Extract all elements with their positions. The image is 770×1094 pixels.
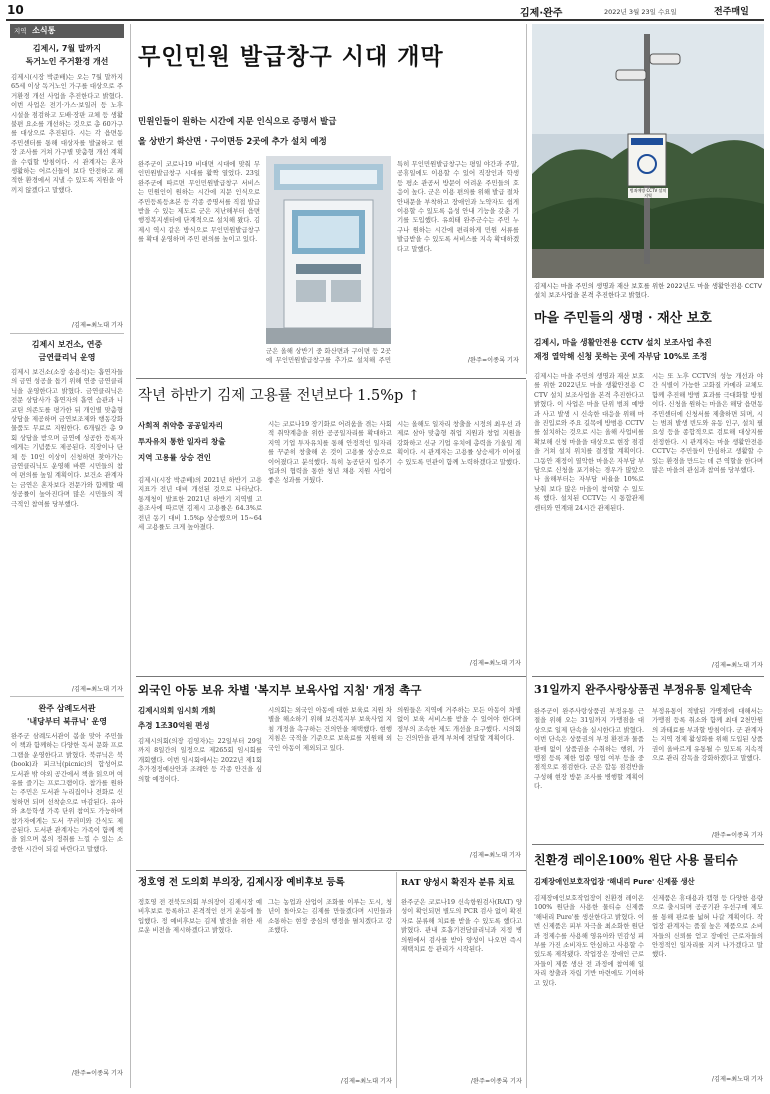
employment-col2: 시는 코로나19 장기화로 어려움을 겪는 사회적 취약계층을 위한 공공일자리를 확대하고 지역 기업 투자유치를 통해 안정적인 일자리를 꾸준히 창출해 온 것이 고용률 상승으로 이어졌다고 분석했다. 특히 농공단지 입주기업과의 협력을 통한 청년 채용 지원 사업이 좋은 성과를 거뒀다. bbox=[268, 420, 392, 485]
sidebar-label-region: 지역 bbox=[14, 27, 27, 35]
lead-byline: /완주=이종록 기자 bbox=[467, 357, 519, 364]
sidebar-divider-2 bbox=[10, 696, 124, 697]
cctv-col1: 김제시는 마을 주민의 생명과 재산 보호를 위한 2022년도 마을 생활안전용 CCTV 설치 보조사업을 본격 추진한다고 밝혔다. 이 사업은 마을 단위 범죄 예방과 사고 발생 시 신속한 대응을 위해 마을 진입로와 주요 길목에 방범용 CCTV를 설치하는 것으로 시는 올해 사업비를 확보해 신청 마을을 대상으로 현장 점검을 거쳐 설치 위치를 결정할 계획이다. 그동안 재정이 열악한 마을은 자부담 부담으로 신청을 포기하는 경우가 많았으나 올해부터는 자부담 비율을 10%로 낮춰 보다 많은 마을이 참여할 수 있도록 했다. 설치된 CCTV는 시 통합관제센터와 연계돼 24시간 관제된다. bbox=[534, 372, 644, 512]
sidebar-story1-title-line1: 김제시, 7월 말까지 bbox=[32, 44, 102, 53]
cctv-byline: /김제=최노대 기자 bbox=[711, 662, 763, 669]
sidebar-story1-title bbox=[10, 42, 124, 68]
sidebar-story3-byline: /완주=이종록 기자 bbox=[71, 1070, 123, 1077]
employment-sub-line1: 사회적 취약층 공공일자리 bbox=[138, 421, 223, 430]
sidebar-story2-title-line1: 김제시 보건소, 연중 bbox=[31, 340, 103, 349]
lead-cctv-rule bbox=[526, 24, 527, 374]
voucher-top-rule bbox=[532, 676, 764, 677]
jeong-headline: 정호영 전 도의회 부의장, 김제시장 예비후보 등록 bbox=[138, 877, 345, 888]
voucher-byline: /완주=이종록 기자 bbox=[711, 832, 763, 839]
sidebar-story2-byline: /김제=최노대 기자 bbox=[71, 686, 123, 693]
lead-deck bbox=[138, 112, 518, 152]
cctv-subheads bbox=[534, 336, 764, 364]
rat-body: 완주군은 코로나19 신속항원검사(RAT) 양성이 확인되면 별도의 PCR 검사 없이 확진자로 분류해 치료를 받을 수 있도록 했다고 밝혔다. 관내 호흡기전담클리닉과 지정 병의원에서 검사를 받아 양성이 나오면 즉시 재택치료 등 관리가 시작된다. bbox=[401, 898, 522, 954]
rat-byline: /완주=이종록 기자 bbox=[470, 1078, 522, 1085]
sidebar-story3-title bbox=[10, 702, 124, 728]
employment-col3: 시는 올해도 일자리 창출을 시정의 최우선 과제로 삼아 맞춤형 취업 지원과 창업 지원을 강화하고 신규 기업 유치에 총력을 기울일 계획이다. 시 관계자는 고용률 상승세가 이어질 수 있도록 민관이 함께 노력하겠다고 말했다. bbox=[397, 420, 521, 466]
lead-col1: 완주군이 코로나19 비대면 시대에 맞춰 무인민원발급창구 시대를 활짝 열었다. 23일 완주군에 따르면 무인민원발급창구 서비스는 민원인이 원하는 시간에 지문 인식으로 주민등록등초본 등 각종 증명서를 직접 발급받을 수 있는 제도로 군은 지난해부터 읍면 행정복지센터에 단계적으로 설치해 왔다. 김제시 역시 같은 방식으로 무인민원발급창구를 확대 운영하며 주민 편의를 높이고 있다. bbox=[138, 160, 260, 244]
cctv-photo-caption: 김제시는 마을 주민의 생명과 재산 보호를 위한 2022년도 마을 생활안전용 CCTV 설치 보조사업을 본격 추진한다고 밝혔다. bbox=[534, 282, 762, 300]
sidebar-divider-1 bbox=[10, 333, 124, 334]
jeong-col2: 그는 농업과 산업이 조화를 이루는 도시, 청년이 돌아오는 김제를 만들겠다며 시민들과 소통하는 현장 중심의 행정을 펼치겠다고 강조했다. bbox=[268, 898, 392, 935]
lead-deck-line2: 올 상반기 화산면 · 구이면등 2곳에 추가 설치 예정 bbox=[138, 137, 327, 147]
employment-sub-line3: 지역 고용률 상승 견인 bbox=[138, 453, 212, 462]
section-title: 김제·완주 bbox=[520, 8, 563, 19]
rat-headline: RAT 양성시 확진자 분류 치료 bbox=[401, 878, 515, 888]
lead-headline: 무인민원 발급창구 시대 개막 bbox=[138, 43, 444, 70]
sidebar-label-news: 소식통 bbox=[32, 26, 56, 35]
paper-name: 전주매일 bbox=[714, 7, 749, 17]
foreign-sub-line2: 추경 1조30억원 편성 bbox=[138, 721, 210, 730]
employment-byline: /김제=최노대 기자 bbox=[469, 660, 521, 667]
voucher-headline: 31일까지 완주사랑상품권 부정유통 일제단속 bbox=[534, 683, 753, 696]
jeong-col1: 정호영 전 전북도의회 부의장이 김제시장 예비후보로 등록하고 본격적인 선거 운동에 돌입했다. 정 예비후보는 김제 발전을 위한 새로운 비전을 제시하겠다고 밝혔다. bbox=[138, 898, 262, 935]
eco-top-rule bbox=[532, 844, 764, 845]
cctv-sign-text: 범죄예방 CCTV 설치지역 bbox=[629, 188, 667, 198]
sidebar-story3-title-line1: 완주 삼례도서관 bbox=[38, 704, 96, 713]
sidebar-story1-title-line2: 독거노인 주거환경 개선 bbox=[25, 57, 109, 66]
cctv-col2: 시는 또 노후 CCTV의 성능 개선과 야간 식별이 가능한 고화질 카메라 교체도 함께 추진해 방범 효과를 극대화할 방침이다. 신청을 원하는 마을은 해당 읍면동 주민센터에 신청서를 제출하면 되며, 시는 범죄 발생 빈도와 유동 인구, 설치 필요성 등을 종합적으로 검토해 대상지를 선정한다. 시 관계자는 마을 생활안전용 CCTV는 주민들이 안심하고 생활할 수 있는 환경을 만드는 데 큰 역할을 한다며 많은 마을의 관심과 참여를 당부했다. bbox=[652, 372, 763, 475]
voucher-col1: 완주군이 완주사랑상품권 부정유통 근절을 위해 오는 31일까지 가맹점을 대상으로 일제 단속을 실시한다고 밝혔다. 이번 단속은 상품권의 부정 환전과 물품 판매 없이 상품권을 수취하는 행위, 가맹점 등록 제한 업종 영업 여부 등을 중점적으로 점검한다. 군은 합동 점검반을 구성해 현장 방문 조사를 병행할 계획이다. bbox=[534, 707, 644, 791]
foreign-col1: 김제시의회(의장 김영자)는 22일부터 29일까지 8일간의 일정으로 제265회 임시회를 개회했다. 이번 임시회에서는 2022년 제1회 추가경정예산안과 조례안 등 각종 안건을 심의할 예정이다. bbox=[138, 737, 262, 783]
employment-headline: 작년 하반기 김제 고용률 전년보다 1.5%p ↑ bbox=[138, 388, 421, 404]
bottom-middle-rule bbox=[396, 872, 397, 1088]
foreign-top-rule bbox=[136, 676, 526, 677]
sidebar-story1-byline: /김제=최노대 기자 bbox=[71, 322, 123, 329]
foreign-right-rule bbox=[526, 676, 527, 870]
cctv-photo bbox=[532, 24, 764, 278]
foreign-sub-line1: 김제시의회 임시회 개회 bbox=[138, 706, 216, 715]
jeong-byline: /김제=최노대 기자 bbox=[340, 1078, 392, 1085]
eco-col1: 김제장애인보호작업장이 친환경 레이온 100% 원단을 사용한 물티슈 신제품 '해내리 Pure'를 생산한다고 밝혔다. 이번 신제품은 피부 자극을 최소화한 원단과 정제수를 사용해 영유아와 민감성 피부를 가진 소비자도 안심하고 사용할 수 있도록 제작됐다. 작업장은 장애인 근로자들이 제품 생산 전 과정에 참여해 일자리 창출과 자립 기반 마련에도 기여하고 있다. bbox=[534, 894, 644, 987]
employment-sub-line2: 투자유치 통한 일자리 창출 bbox=[138, 437, 226, 446]
eco-left-rule bbox=[526, 870, 527, 1088]
sidebar-column-rule bbox=[130, 24, 131, 1088]
foreign-col2: 시의회는 외국인 아동에 대한 보육료 지원 차별을 해소하기 위해 보건복지부 보육사업 지침 개정을 촉구하는 건의안을 채택했다. 현행 지침은 국적을 기준으로 보육료를 지원해 외국인 아동이 제외되고 있다. bbox=[268, 706, 392, 752]
sidebar-story2-title bbox=[10, 338, 124, 364]
sidebar-story3-title-line2: '내당부터 북큐닉' 운영 bbox=[26, 717, 108, 726]
eco-subhead: 김제장애인보호작업장 '해내리 Pure' 신제품 생산 bbox=[534, 877, 695, 886]
kiosk-photo-graphic bbox=[266, 156, 391, 344]
cctv-headline: 마을 주민들의 생명 · 재산 보호 bbox=[534, 311, 712, 326]
eco-col2: 신제품은 휴대용과 캡형 등 다양한 용량으로 출시되며 공공기관 우선구매 제도를 통해 판로를 넓혀 나갈 계획이다. 작업장 관계자는 품질 높은 제품으로 소비자들의 신뢰를 얻고 장애인 근로자들의 안정적인 일자리를 지켜 나가겠다고 말했다. bbox=[652, 894, 763, 959]
foreign-col3: 의원들은 지역에 거주하는 모든 아동이 차별 없이 보육 서비스를 받을 수 있어야 한다며 정부의 조속한 제도 개선을 요구했다. 시의회는 건의안을 관계 부처에 전달할 계획이다. bbox=[397, 706, 521, 743]
page-number: 10 bbox=[7, 3, 24, 17]
cctv-sub-line1: 김제시, 마을 생활안전용 CCTV 설치 보조사업 추진 bbox=[534, 338, 712, 347]
foreign-headline: 외국인 아동 보유 차별 '복지부 보육사업 지침' 개정 촉구 bbox=[138, 683, 422, 697]
issue-date: 2022년 3월 23일 수요일 bbox=[604, 8, 677, 16]
sidebar-story3-body: 완주군 삼례도서관이 봄을 맞아 주민들이 책과 함께하는 다양한 독서 문화 프로그램을 운영한다고 밝혔다. 북큐닉은 북(book)과 피크닉(picnic)의 합성어로 도서관 밖 야외 공간에서 책을 읽으며 여유를 즐기는 프로그램이다. 참가를 원하는 주민은 도서관 누리집이나 전화로 신청하면 되며 선착순으로 마감된다. 유아와 초등학생 가족 단위 참여도 가능하며 참가자에게는 도서 꾸러미와 간식도 제공된다. 도서관 관계자는 가족이 함께 책을 읽으며 봄의 정취를 느낄 수 있는 소중한 시간이 되길 바란다고 말했다. bbox=[11, 732, 123, 853]
cctv-sub-line2: 재정 열악해 신청 못하는 곳에 자부담 10%로 조정 bbox=[534, 352, 708, 361]
lead-photo bbox=[266, 156, 391, 344]
cctv-photo-graphic bbox=[532, 24, 764, 278]
masthead-rule bbox=[6, 19, 764, 21]
employment-top-rule bbox=[136, 378, 526, 379]
lead-col2: 군은 올해 상반기 중 화산면과 구이면 등 2곳에 무인민원발급창구를 추가로 설치해 주민 bbox=[266, 347, 391, 365]
sidebar-story1-body: 김제시(시장 박준배)는 오는 7월 말까지 65세 이상 독거노인 가구를 대상으로 주거환경 개선 사업을 추진한다고 밝혔다. 이번 사업은 전기·가스·보일러 등 노후 시설을 점검하고 도배·장판 교체 등 생활 불편 요소를 개선하는 것으로 총 60가구를 대상으로 추진된다. 시는 각 읍면동 주민센터를 통해 대상자를 발굴하고 현장 조사를 거쳐 가구별 맞춤형 개선 계획을 수립할 방침이다. 시 관계자는 혼자 생활하는 어르신들이 보다 안전하고 쾌적한 환경에서 지낼 수 있도록 지원을 아끼지 않겠다고 말했다. bbox=[11, 73, 123, 194]
foreign-subheads bbox=[138, 703, 263, 733]
employment-cctv-rule bbox=[526, 380, 527, 676]
foreign-byline: /김제=최노대 기자 bbox=[469, 852, 521, 859]
sidebar-label bbox=[10, 24, 124, 38]
employment-col1: 김제시(시장 박준배)의 2021년 하반기 고용지표가 전년 대비 개선된 것으로 나타났다. 통계청이 발표한 2021년 하반기 지역별 고용조사에 따르면 김제시 고용률은 64.3%로 전년 동기 대비 1.5%p 상승했으며 15~64세 고용률도 크게 높아졌다. bbox=[138, 476, 262, 532]
employment-subheads bbox=[138, 418, 263, 466]
bottom-top-rule bbox=[136, 870, 526, 871]
lead-col3: 특히 무인민원발급창구는 평일 야간과 주말, 공휴일에도 이용할 수 있어 직장인과 학생 등 평소 관공서 방문이 어려운 주민들의 호응이 높다. 군은 이용 편의를 위해 발급 절차 안내문을 부착하고 장애인과 노약자도 쉽게 이용할 수 있도록 음성 안내 기능을 갖춘 기기를 도입했다. 유희태 완주군수는 주민 누구나 원하는 시간에 편리하게 민원 서류를 발급받을 수 있도록 서비스를 지속 확대하겠다고 말했다. bbox=[397, 160, 519, 253]
sidebar-story2-body: 김제시 보건소(소장 송용석)는 흡연자들의 금연 성공을 돕기 위해 연중 금연클리닉을 운영한다고 밝혔다. 금연클리닉은 전문 상담사가 흡연자의 흡연 습관과 니코틴 의존도를 평가한 뒤 개인별 맞춤형 상담을 제공하며 금연보조제와 행동강화 물품도 무료로 지원한다. 6개월간 총 9회 상담을 받으며 금연에 성공한 등록자에게는 기념품도 제공된다. 직장이나 단체 등 10인 이상이 신청하면 찾아가는 금연클리닉도 운영해 바쁜 시민들의 참여 편의를 높일 계획이다. 보건소 관계자는 금연은 혼자보다 전문가와 함께할 때 성공률이 높아진다며 많은 시민들의 적극적인 참여를 당부했다. bbox=[11, 368, 123, 508]
eco-byline: /김제=최노대 기자 bbox=[711, 1076, 763, 1083]
eco-headline: 친환경 레이온100% 원단 사용 물티슈 bbox=[534, 853, 738, 867]
voucher-col2: 부정유통이 적발된 가맹점에 대해서는 가맹점 등록 취소와 함께 최대 2천만원의 과태료를 부과할 방침이다. 군 관계자는 지역 경제 활성화를 위해 도입된 상품권이 올바르게 유통될 수 있도록 지속적으로 관리 감독을 강화하겠다고 말했다. bbox=[652, 707, 763, 763]
sidebar-story2-title-line2: 금연클리닉 운영 bbox=[38, 353, 96, 362]
lead-deck-line1: 민원인들이 원하는 시간에 지문 인식으로 증명서 발급 bbox=[138, 117, 337, 127]
